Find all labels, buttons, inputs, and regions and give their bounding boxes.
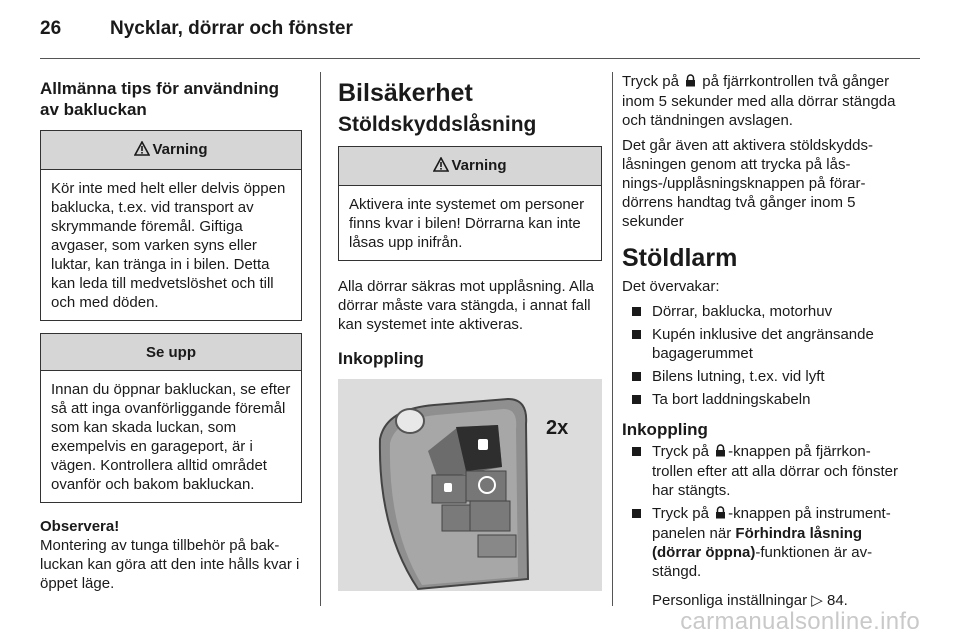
personal-settings-ref: Personliga inställningar ▷ 84. <box>652 592 848 609</box>
warning-triangle-icon <box>134 141 150 161</box>
column-1 <box>40 72 302 593</box>
header-rule <box>40 58 920 59</box>
deadlock-paragraph: Alla dörrar säkras mot upplåsning. Alla dörrar måste vara stängda, i annat fall kan systemet inte aktiveras. <box>338 278 594 333</box>
note-title: Observera! <box>40 518 120 535</box>
note-text: Montering av tunga tillbehör på bakluckan kan göra att den inte hålls kvar i öppet läge. <box>40 537 300 592</box>
caution-title: Se upp <box>41 334 301 371</box>
list-item: Dörrar, baklucka, motorhuv <box>622 302 904 321</box>
warning-header <box>339 147 601 186</box>
column-2 <box>338 72 602 591</box>
column-divider-1 <box>320 72 321 606</box>
warning-triangle-icon <box>433 157 449 177</box>
key-fob-image <box>338 379 602 591</box>
lock-icon <box>685 73 696 92</box>
section-heading-security: Bilsäkerhet <box>338 79 473 107</box>
lock-icon <box>715 443 726 462</box>
page-ref-arrow-icon: ▷ <box>811 592 823 609</box>
alarm-inkoppling-heading: Inkoppling <box>622 420 708 439</box>
deadlock-instruction-2: Det går även att aktivera stöldskyddslåsningen genom att trycka på låsnings-/upplåsningsknappen på förardörrens handtag två gånger inom 5 sekunder <box>622 137 873 230</box>
list-item: Kupén inklusive det angränsande bagagerummet <box>622 325 904 363</box>
page-title: Nycklar, dörrar och fönster <box>110 18 353 39</box>
warning-text: Aktivera inte systemet om personer finns kvar i bilen! Dörrarna kan inte låsas upp inifrån. <box>349 196 585 251</box>
inkoppling-heading: Inkoppling <box>338 349 424 368</box>
caution-text: Innan du öppnar bakluckan, se efter så att inga ovanförliggande föremål som kan skada luckan, som exempelvis en garageport, är i vägen. Kontrollera alltid området ovanför och bakom bakluckan. <box>51 381 291 493</box>
subheading-deadlock: Stöldskyddslåsning <box>338 113 537 136</box>
alarm-monitor-list <box>622 302 904 409</box>
section-heading-alarm: Stöldlarm <box>622 244 738 272</box>
alarm-steps-list <box>622 442 904 581</box>
column-3 <box>622 72 904 616</box>
column-divider-2 <box>612 72 613 606</box>
watermark: carmanualsonline.info <box>680 608 920 635</box>
warning-title: Varning <box>152 141 208 158</box>
warning-header <box>41 131 301 170</box>
lock-icon <box>715 505 726 524</box>
list-item: Tryck på -knappen på instrumentpanelen när Förhindra låsning (dörrar öppna)-funktionen är avstängd. <box>622 504 904 581</box>
page-header <box>40 18 353 40</box>
press-twice-label: 2x <box>546 417 569 439</box>
page-number: 26 <box>40 18 62 39</box>
caution-box <box>40 333 302 503</box>
key-fob-illustration <box>338 379 602 591</box>
list-item: Tryck på -knappen på fjärrkontrollen efter att alla dörrar och fönster har stängts. <box>622 442 904 500</box>
section-heading-tailgate: Allmänna tips för användning av bakluckan <box>40 79 279 119</box>
warning-box-tailgate <box>40 130 302 321</box>
list-item: Ta bort laddningskabeln <box>622 390 904 409</box>
list-item: Bilens lutning, t.ex. vid lyft <box>622 367 904 386</box>
deadlock-instruction-1: Tryck på på fjärrkontrollen två gånger inom 5 sekunder med alla dörrar stängda och tändningen avslagen. <box>622 73 896 129</box>
warning-box-deadlock <box>338 146 602 261</box>
warning-title: Varning <box>451 157 507 174</box>
warning-text: Kör inte med helt eller delvis öppen baklucka, t.ex. vid transport av skrymmande föremål. Giftiga avgaser, som varken syns eller luktar, kan tränga in i bilen. Detta kan leda till medvetslöshet och till och med döden. <box>51 180 286 311</box>
alarm-intro: Det övervakar: <box>622 278 720 295</box>
